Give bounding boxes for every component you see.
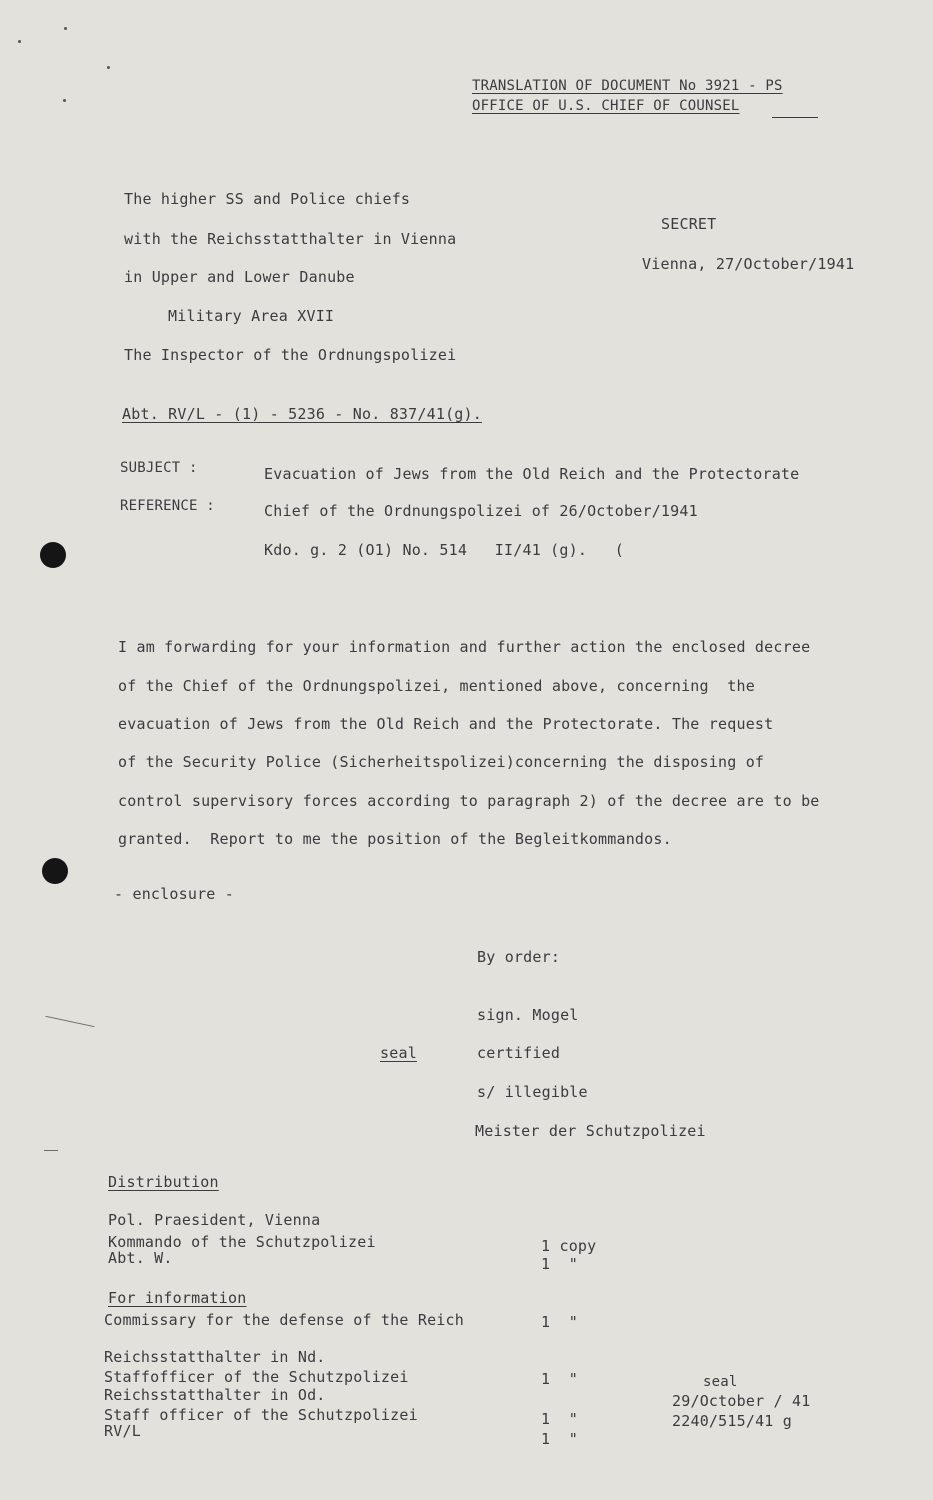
illegible-signature: s/ illegible [477,1083,588,1101]
stamp-number: 2240/515/41 g [672,1412,792,1430]
body-line: I am forwarding for your information and further action the enclosed decree [118,638,811,656]
reference-label: REFERENCE : [120,498,215,514]
office-header: OFFICE OF U.S. CHIEF OF COUNSEL [472,98,740,114]
body-line: control supervisory forces according to paragraph 2) of the decree are to be [118,792,820,810]
distribution-recipient: Staff officer of the Schutzpolizei [104,1406,418,1424]
certified: certified [477,1044,561,1062]
by-order: By order: [477,948,561,966]
place-date: Vienna, 27/October/1941 [642,255,855,273]
distribution-recipient: Commissary for the defense of the Reich [104,1311,464,1329]
stamp-seal: seal [703,1374,738,1390]
copy-count: 1 " [541,1370,578,1388]
distribution-recipient: Pol. Praesident, Vienna [108,1211,321,1229]
pen-stroke [44,1150,58,1151]
paper-speck [63,99,66,102]
copy-count: 1 copy [541,1237,597,1255]
reference-line: Kdo. g. 2 (O1) No. 514 II/41 (g). ( [264,541,624,559]
distribution-recipient: Kommando of the Schutzpolizei [108,1233,376,1251]
distribution-recipient: RV/L [104,1422,141,1440]
signed-name: sign. Mogel [477,1006,579,1024]
classification: SECRET [661,215,717,233]
copy-count: 1 " [541,1430,578,1448]
body-line: of the Security Police (Sicherheitspolizei)concerning the disposing of [118,753,765,771]
subject-text: Evacuation of Jews from the Old Reich and the Protectorate [264,465,800,483]
copy-count: 1 " [541,1410,578,1428]
punch-hole [42,858,68,884]
body-line: of the Chief of the Ordnungspolizei, mentioned above, concerning the [118,677,755,695]
body-line: evacuation of Jews from the Old Reich and the Protectorate. The request [118,715,774,733]
sender-line: The higher SS and Police chiefs [124,190,411,208]
enclosure-note: - enclosure - [114,885,234,903]
pen-stroke [45,1016,94,1027]
copy-count: 1 " [541,1313,578,1331]
reference-number: Abt. RV/L - (1) - 5236 - No. 837/41(g). [122,405,482,423]
sender-line: in Upper and Lower Danube [124,268,355,286]
distribution-recipient: Staffofficer of the Schutzpolizei [104,1368,409,1386]
subject-label: SUBJECT : [120,460,198,476]
copy-count: 1 " [541,1255,578,1273]
distribution-recipient: Reichsstatthalter in Od. [104,1386,326,1404]
distribution-recipient: Reichsstatthalter in Nd. [104,1348,326,1366]
sender-line: with the Reichsstatthalter in Vienna [124,230,457,248]
header-underline-tail [772,117,818,118]
paper-speck [107,66,110,69]
info-heading: For information [108,1289,247,1307]
seal-note: seal [380,1044,417,1062]
punch-hole [40,542,66,568]
translation-header: TRANSLATION OF DOCUMENT No 3921 - PS [472,78,783,94]
stamp-date: 29/October / 41 [672,1392,811,1410]
body-line: granted. Report to me the position of the Begleitkommandos. [118,830,672,848]
reference-line: Chief of the Ordnungspolizei of 26/October/1941 [264,502,698,520]
sender-line: The Inspector of the Ordnungspolizei [124,346,457,364]
paper-speck [18,40,21,43]
paper-speck [64,27,67,30]
signer-title: Meister der Schutzpolizei [475,1122,706,1140]
distribution-recipient: Abt. W. [108,1249,173,1267]
distribution-heading: Distribution [108,1173,219,1191]
sender-line: Military Area XVII [168,307,335,325]
